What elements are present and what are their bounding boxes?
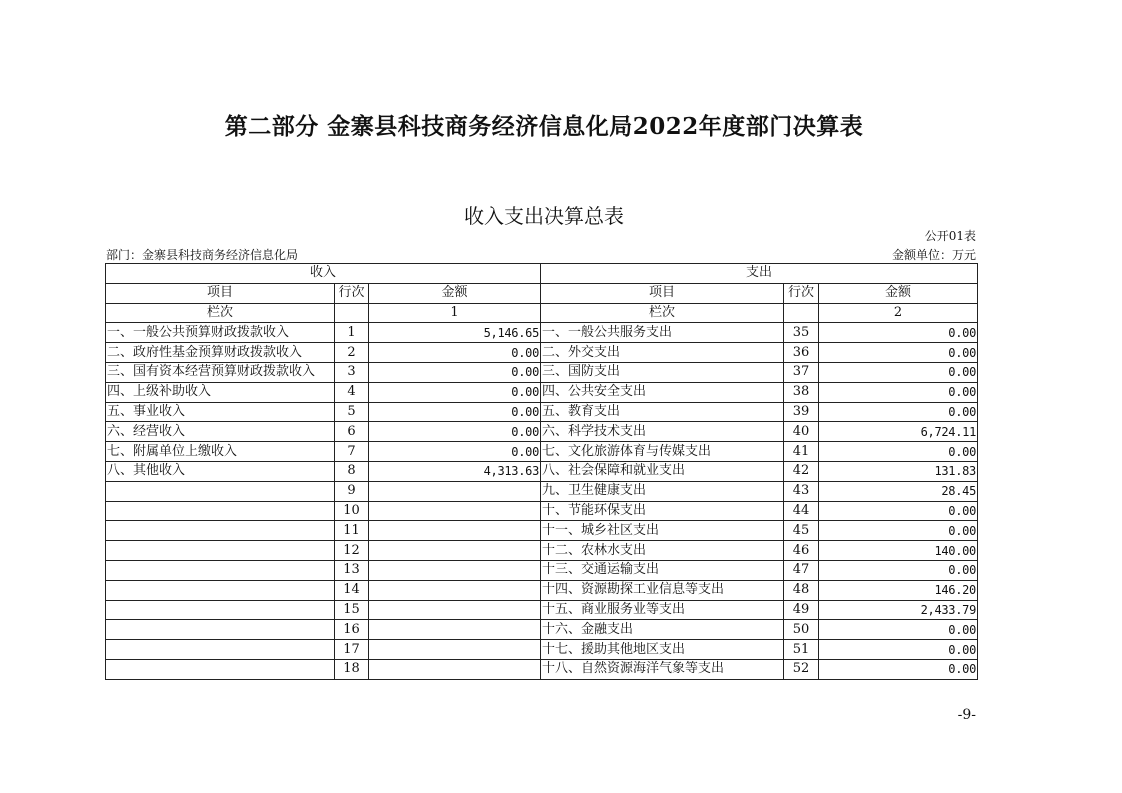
income-amount-cell: 0.00: [369, 343, 541, 363]
income-amount-cell: [369, 560, 541, 580]
column-header-row: [106, 283, 978, 303]
expense-amount-cell: 146.20: [819, 580, 978, 600]
expense-row-no-cell: 52: [784, 659, 819, 679]
table-title: 收入支出决算总表: [464, 204, 624, 228]
table-row: [106, 481, 978, 501]
expense-row-no-cell: 50: [784, 620, 819, 640]
table-row: [106, 521, 978, 541]
expense-amount-cell: 6,724.11: [819, 422, 978, 442]
income-item-cell: 一、一般公共预算财政拨款收入: [106, 323, 335, 343]
expense-item-cell: 十二、农林水支出: [541, 541, 784, 561]
income-amount-cell: [369, 659, 541, 679]
income-item-cell: [106, 521, 335, 541]
income-amount-cell: [369, 640, 541, 660]
table-row: [106, 640, 978, 660]
table-row: [106, 560, 978, 580]
col-item-header: 项目: [106, 283, 335, 303]
table-row: [106, 501, 978, 521]
expense-amount-cell: 0.00: [819, 402, 978, 422]
expense-item-cell: 七、文化旅游体育与传媒支出: [541, 442, 784, 462]
expense-item-cell: 十、节能环保支出: [541, 501, 784, 521]
expense-item-cell: 五、教育支出: [541, 402, 784, 422]
empty-cell: [784, 303, 819, 323]
income-amount-cell: 0.00: [369, 402, 541, 422]
col-row-header: 行次: [335, 283, 369, 303]
expense-item-cell: 十六、金融支出: [541, 620, 784, 640]
table-row: [106, 402, 978, 422]
expense-item-cell: 二、外交支出: [541, 343, 784, 363]
expense-item-cell: 三、国防支出: [541, 362, 784, 382]
income-amount-cell: 0.00: [369, 442, 541, 462]
income-row-no-cell: 4: [335, 382, 369, 402]
income-row-no-cell: 14: [335, 580, 369, 600]
expense-item-cell: 八、社会保障和就业支出: [541, 461, 784, 481]
expense-item-cell: 十三、交通运输支出: [541, 560, 784, 580]
amount-unit-label: 金额单位：万元: [891, 248, 976, 262]
expense-item-cell: 九、卫生健康支出: [541, 481, 784, 501]
income-amount-cell: [369, 521, 541, 541]
income-row-no-cell: 1: [335, 323, 369, 343]
expense-row-no-cell: 39: [784, 402, 819, 422]
expense-amount-cell: 0.00: [819, 521, 978, 541]
income-amount-cell: [369, 481, 541, 501]
income-amount-cell: 0.00: [369, 422, 541, 442]
expense-item-cell: 十七、援助其他地区支出: [541, 640, 784, 660]
expense-row-no-cell: 43: [784, 481, 819, 501]
department-label: 部门：金寨县科技商务经济信息化局: [106, 248, 299, 262]
expense-amount-cell: 0.00: [819, 362, 978, 382]
income-item-cell: [106, 481, 335, 501]
table-row: [106, 461, 978, 481]
income-item-cell: [106, 541, 335, 561]
table-row: [106, 382, 978, 402]
income-amount-cell: [369, 541, 541, 561]
income-row-no-cell: 3: [335, 362, 369, 382]
expense-amount-cell: 0.00: [819, 343, 978, 363]
expense-row-no-cell: 36: [784, 343, 819, 363]
expense-item-cell: 十四、资源勘探工业信息等支出: [541, 580, 784, 600]
expense-amount-cell: 0.00: [819, 323, 978, 343]
income-amount-cell: 4,313.63: [369, 461, 541, 481]
income-amount-cell: 0.00: [369, 362, 541, 382]
expense-amount-cell: 2,433.79: [819, 600, 978, 620]
income-expense-table: [105, 263, 978, 680]
expense-item-cell: 十八、自然资源海洋气象等支出: [541, 659, 784, 679]
income-item-cell: [106, 560, 335, 580]
expense-amount-cell: 131.83: [819, 461, 978, 481]
table-row: [106, 343, 978, 363]
form-number: 公开01表: [924, 229, 976, 243]
income-header: 收入: [106, 264, 541, 284]
income-item-cell: [106, 501, 335, 521]
expense-row-no-cell: 38: [784, 382, 819, 402]
col-row-header-right: 行次: [784, 283, 819, 303]
expense-item-cell: 一、一般公共服务支出: [541, 323, 784, 343]
expense-header: 支出: [541, 264, 978, 284]
section-header-row: [106, 264, 978, 284]
income-item-cell: 三、国有资本经营预算财政拨款收入: [106, 362, 335, 382]
income-item-cell: 七、附属单位上缴收入: [106, 442, 335, 462]
expense-item-cell: 十五、商业服务业等支出: [541, 600, 784, 620]
income-row-no-cell: 11: [335, 521, 369, 541]
income-item-cell: [106, 600, 335, 620]
income-item-cell: 四、上级补助收入: [106, 382, 335, 402]
income-row-no-cell: 7: [335, 442, 369, 462]
expense-amount-cell: 0.00: [819, 501, 978, 521]
income-row-no-cell: 13: [335, 560, 369, 580]
lanci-label-left: 栏次: [106, 303, 335, 323]
expense-amount-cell: 28.45: [819, 481, 978, 501]
income-row-no-cell: 5: [335, 402, 369, 422]
lanci-value-right: 2: [819, 303, 978, 323]
table-row: [106, 659, 978, 679]
expense-item-cell: 四、公共安全支出: [541, 382, 784, 402]
table-row: [106, 362, 978, 382]
income-row-no-cell: 17: [335, 640, 369, 660]
income-row-no-cell: 2: [335, 343, 369, 363]
table-row: [106, 580, 978, 600]
expense-amount-cell: 0.00: [819, 659, 978, 679]
expense-amount-cell: 0.00: [819, 640, 978, 660]
expense-row-no-cell: 42: [784, 461, 819, 481]
income-item-cell: [106, 580, 335, 600]
income-item-cell: [106, 620, 335, 640]
expense-row-no-cell: 35: [784, 323, 819, 343]
empty-cell: [335, 303, 369, 323]
expense-amount-cell: 0.00: [819, 560, 978, 580]
col-item-header-right: 项目: [541, 283, 784, 303]
document-title: 第二部分 金寨县科技商务经济信息化局2022年度部门决算表: [224, 113, 864, 140]
expense-row-no-cell: 40: [784, 422, 819, 442]
column-index-row: [106, 303, 978, 323]
income-amount-cell: [369, 501, 541, 521]
income-row-no-cell: 9: [335, 481, 369, 501]
expense-amount-cell: 0.00: [819, 620, 978, 640]
expense-row-no-cell: 47: [784, 560, 819, 580]
expense-row-no-cell: 41: [784, 442, 819, 462]
income-row-no-cell: 15: [335, 600, 369, 620]
expense-row-no-cell: 44: [784, 501, 819, 521]
income-amount-cell: [369, 600, 541, 620]
table-row: [106, 600, 978, 620]
income-amount-cell: [369, 620, 541, 640]
income-row-no-cell: 10: [335, 501, 369, 521]
lanci-value-left: 1: [369, 303, 541, 323]
col-amount-header: 金额: [369, 283, 541, 303]
income-row-no-cell: 6: [335, 422, 369, 442]
income-row-no-cell: 12: [335, 541, 369, 561]
lanci-label-right: 栏次: [541, 303, 784, 323]
expense-row-no-cell: 48: [784, 580, 819, 600]
table-row: [106, 422, 978, 442]
expense-row-no-cell: 45: [784, 521, 819, 541]
expense-item-cell: 六、科学技术支出: [541, 422, 784, 442]
expense-item-cell: 十一、城乡社区支出: [541, 521, 784, 541]
income-item-cell: 二、政府性基金预算财政拨款收入: [106, 343, 335, 363]
table-row: [106, 442, 978, 462]
table-row: [106, 541, 978, 561]
income-item-cell: [106, 659, 335, 679]
expense-amount-cell: 140.00: [819, 541, 978, 561]
income-row-no-cell: 16: [335, 620, 369, 640]
income-row-no-cell: 18: [335, 659, 369, 679]
expense-row-no-cell: 51: [784, 640, 819, 660]
expense-row-no-cell: 49: [784, 600, 819, 620]
expense-row-no-cell: 46: [784, 541, 819, 561]
income-amount-cell: 0.00: [369, 382, 541, 402]
income-item-cell: [106, 640, 335, 660]
expense-amount-cell: 0.00: [819, 382, 978, 402]
table-row: [106, 620, 978, 640]
expense-amount-cell: 0.00: [819, 442, 978, 462]
table-row: [106, 323, 978, 343]
page-number: -9-: [957, 707, 976, 723]
col-amount-header-right: 金额: [819, 283, 978, 303]
income-row-no-cell: 8: [335, 461, 369, 481]
expense-row-no-cell: 37: [784, 362, 819, 382]
income-amount-cell: 5,146.65: [369, 323, 541, 343]
income-item-cell: 六、经营收入: [106, 422, 335, 442]
income-amount-cell: [369, 580, 541, 600]
income-item-cell: 八、其他收入: [106, 461, 335, 481]
income-item-cell: 五、事业收入: [106, 402, 335, 422]
